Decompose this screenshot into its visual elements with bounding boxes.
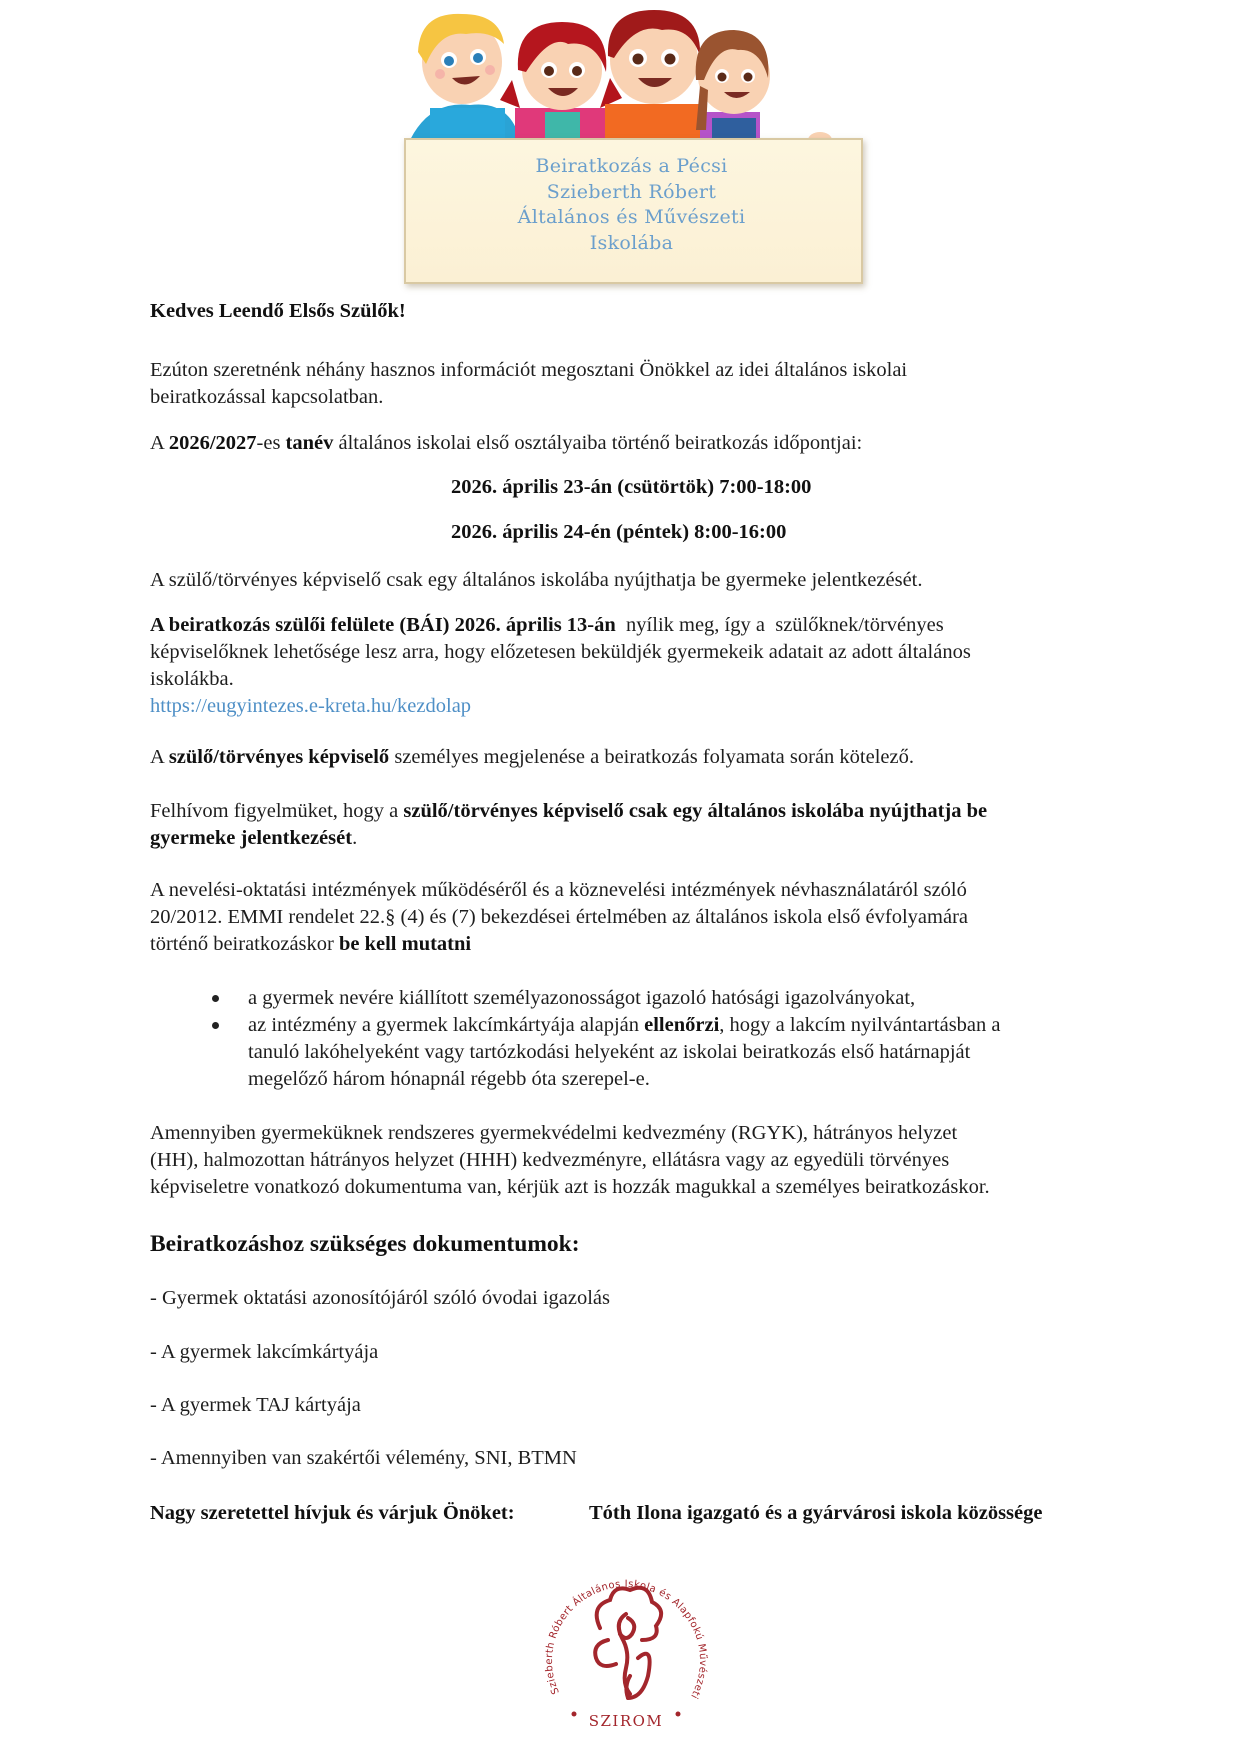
documents-heading: Beiratkozáshoz szükséges dokumentumok: <box>150 1231 580 1257</box>
text: képviseletre vonatkozó dokumentuma van, kérjük azt is hozzák magukkal a személyes beiratkozáskor. <box>150 1176 990 1198</box>
text: megelőző három hónapnál régebb óta szerepel-e. <box>248 1068 650 1090</box>
document-item: - Gyermek oktatási azonosítójáról szóló óvodai igazolás <box>150 1287 610 1309</box>
school-year-label: tanév <box>285 432 334 454</box>
enrollment-date-1: 2026. április 23-án (csütörtök) 7:00-18:00 <box>451 476 812 498</box>
intro-line: Ezúton szeretnénk néhány hasznos információt megosztani Önökkel az idei általános iskolai <box>150 359 908 381</box>
flower-music-icon <box>595 1588 661 1698</box>
logo-ring-text: Szieberth Róbert Általános Iskola és Alapfokú Művészeti <box>543 1578 709 1701</box>
list-item <box>150 1012 1100 1093</box>
child-figure-2 <box>500 22 622 145</box>
text: Amennyiben gyermeküknek rendszeres gyermekvédelmi kedvezmény (RGYK), hátrányos helyzet <box>150 1122 958 1144</box>
intro-line: beiratkozással kapcsolatban. <box>150 386 384 408</box>
text: -es <box>256 432 286 454</box>
bai-opening: A beiratkozás szülői felülete (BÁI) 2026. április 13-án <box>150 614 616 636</box>
text-bold: szülő/törvényes képviselő <box>168 746 390 768</box>
text: az intézmény a gyermek lakcímkártyája alapján <box>248 1014 645 1036</box>
text: személyes megjelenése a beiratkozás folyamata során kötelező. <box>389 746 914 768</box>
intro-paragraph <box>150 357 1100 411</box>
regulation-paragraph <box>150 877 1100 958</box>
text: általános iskolai első osztályaiba történő beiratkozás időpontjai: <box>333 432 863 454</box>
text: iskolákba. <box>150 668 234 690</box>
greeting: Kedves Leendő Elsős Szülők! <box>150 300 406 322</box>
text: A nevelési-oktatási intézmények működéséről és a köznevelési intézmények névhasználatáról szóló <box>150 879 967 901</box>
logo-name: SZIROM <box>588 1712 664 1730</box>
banner-title-line: Iskolába <box>589 231 674 254</box>
text: 20/2012. EMMI rendelet 22.§ (4) és (7) bekezdései értelmében az általános iskola első évfolyamára <box>150 906 968 928</box>
enrollment-date-2: 2026. április 24-én (péntek) 8:00-16:00 <box>451 521 787 543</box>
text: nyílik meg, így a szülőknek/törvényes <box>615 614 944 636</box>
banner-title <box>404 154 859 256</box>
presence-paragraph <box>150 744 1100 771</box>
text: képviselőknek lehetősége lesz arra, hogy előzetesen beküldjék gyermekeik adatait az adott általános <box>150 641 971 663</box>
banner-title-line: Általános és Művészeti <box>517 206 746 228</box>
text: (HH), halmozottan hátrányos helyzet (HHH) kedvezményre, ellátásra vagy az egyedüli törvényes <box>150 1149 950 1171</box>
bai-paragraph <box>150 612 1100 720</box>
required-items-list <box>150 985 1100 1093</box>
child-figure-1 <box>410 14 520 157</box>
logo-dot-icon <box>676 1712 681 1717</box>
text-bold: be kell mutatni <box>338 933 472 955</box>
text: . <box>352 827 358 849</box>
one-school-notice: A szülő/törvényes képviselő csak egy általános iskolába nyújthatja be gyermeke jelentkezését. <box>150 569 923 591</box>
text: A <box>150 746 169 768</box>
text: tanuló lakóhelyeként vagy tartózkodási helyeként az iskolai beiratkozás első határnapját <box>248 1041 971 1063</box>
text: Felhívom figyelmüket, hogy a <box>150 800 404 822</box>
school-logo <box>530 1548 722 1740</box>
child-figure-4 <box>696 30 832 148</box>
document-item: - A gyermek lakcímkártyája <box>150 1341 379 1363</box>
list-item <box>150 985 1100 1012</box>
szirom-logo-emblem <box>530 1548 722 1740</box>
banner-title-line: Szieberth Róbert <box>546 180 717 203</box>
text-bold: szülő/törvényes képviselő csak egy általános iskolába nyújthatja be <box>403 800 988 822</box>
dates-intro <box>150 430 1100 457</box>
document-item: - Amennyiben van szakértői vélemény, SNI, BTMN <box>150 1447 577 1469</box>
benefits-paragraph <box>150 1120 1100 1201</box>
closing-invitation: Nagy szeretettel hívjuk és várjuk Önöket: <box>150 1502 515 1524</box>
closing-signature: Tóth Ilona igazgató és a gyárvárosi iskola közössége <box>589 1502 1043 1524</box>
document-item: - A gyermek TAJ kártyája <box>150 1394 361 1416</box>
child-figure-3 <box>605 10 705 145</box>
banner-title-line: Beiratkozás a Pécsi <box>535 155 728 177</box>
attention-paragraph <box>150 798 1100 852</box>
logo-dot-icon <box>572 1712 577 1717</box>
text: a gyermek nevére kiállított személyazonosságot igazoló hatósági igazolványokat, <box>248 987 916 1009</box>
kreta-link[interactable]: https://eugyintezes.e-kreta.hu/kezdolap <box>150 695 472 717</box>
bullet-icon <box>212 995 219 1002</box>
text-bold: gyermeke jelentkezését <box>150 827 353 849</box>
bullet-icon <box>212 1022 219 1029</box>
text: , hogy a lakcím nyilvántartásban a <box>719 1014 1001 1036</box>
text-bold: ellenőrzi <box>644 1014 720 1036</box>
school-year: 2026/2027 <box>168 432 257 454</box>
text: történő beiratkozáskor <box>150 933 339 955</box>
text: A <box>150 432 169 454</box>
